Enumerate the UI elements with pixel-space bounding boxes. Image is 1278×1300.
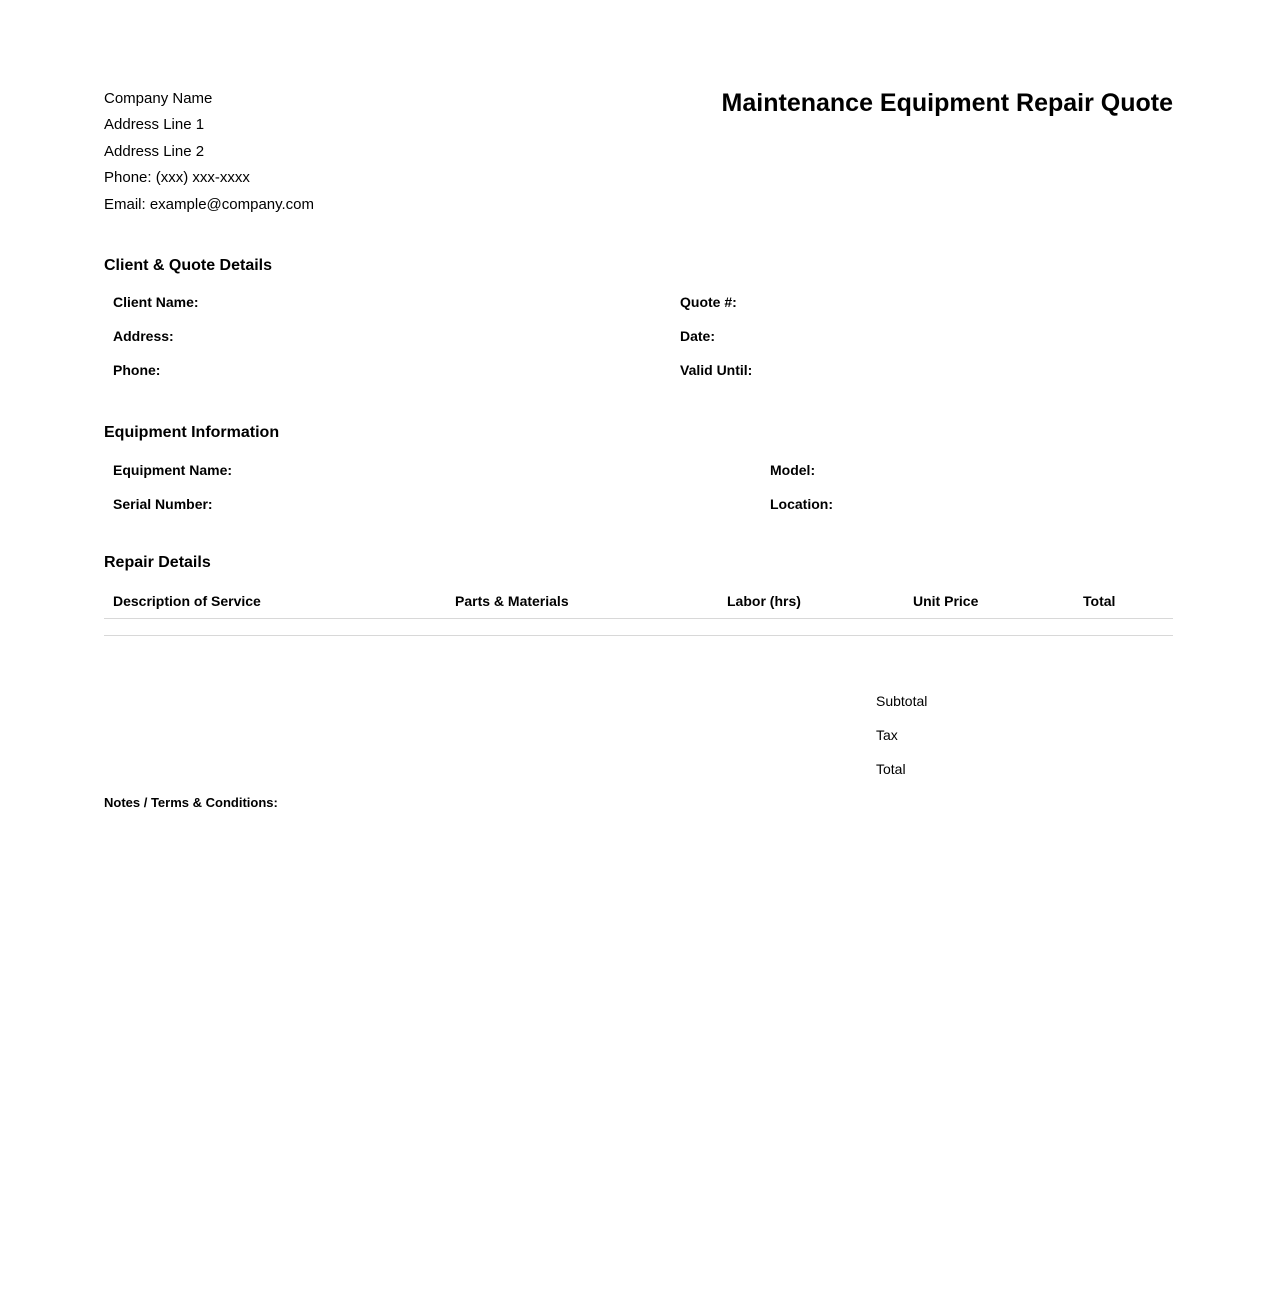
- field-label-equipment-name: Equipment Name:: [113, 462, 233, 478]
- field-row: [104, 293, 1173, 327]
- notes-label: Notes / Terms & Conditions:: [104, 795, 278, 810]
- repair-table-body: [104, 619, 1173, 636]
- client-quote-field-rows: [104, 293, 1173, 395]
- section-heading-client-quote-details: Client & Quote Details: [104, 257, 273, 274]
- cell-unit-price[interactable]: [913, 619, 1083, 636]
- field-row: [104, 461, 1173, 495]
- company-address-line-1: Address Line 1: [104, 116, 205, 134]
- company-email: Email: example@company.com: [104, 195, 315, 213]
- total-label-tax: Tax: [876, 727, 898, 743]
- repair-details-table: [104, 593, 1173, 636]
- totals-block: [104, 692, 1173, 794]
- page-title: Maintenance Equipment Repair Quote: [721, 89, 1173, 117]
- total-row-total: [876, 760, 1173, 794]
- total-row-tax: [876, 726, 1173, 760]
- section-heading-repair-details: Repair Details: [104, 554, 211, 571]
- totals-inner: [876, 692, 1173, 794]
- field-label-client-address: Address:: [113, 328, 174, 344]
- field-row: [104, 495, 1173, 529]
- column-header-description[interactable]: Description of Service: [104, 593, 455, 619]
- field-label-date: Date:: [680, 328, 716, 344]
- company-phone: Phone: (xxx) xxx-xxxx: [104, 169, 250, 187]
- company-info-block: [104, 86, 534, 218]
- company-name: Company Name: [104, 90, 213, 107]
- column-header-parts-materials[interactable]: Parts & Materials: [455, 593, 727, 619]
- column-header-labor-hours[interactable]: Labor (hrs): [727, 593, 913, 619]
- total-label-subtotal: Subtotal: [876, 693, 928, 709]
- field-label-serial-number: Serial Number:: [113, 496, 213, 512]
- column-header-unit-price[interactable]: Unit Price: [913, 593, 1083, 619]
- field-label-valid-until: Valid Until:: [680, 362, 753, 378]
- field-label-model: Model:: [770, 462, 816, 478]
- repair-table-head: [104, 593, 1173, 619]
- document-header: [104, 0, 1173, 218]
- section-repair-details: [104, 553, 1173, 636]
- column-header-total[interactable]: Total: [1083, 593, 1173, 619]
- total-label-total: Total: [876, 761, 906, 777]
- field-label-client-name: Client Name:: [113, 294, 199, 310]
- table-header-row: [104, 593, 1173, 619]
- cell-parts-materials[interactable]: [455, 619, 727, 636]
- notes-block: [104, 794, 1173, 811]
- cell-total[interactable]: [1083, 619, 1173, 636]
- table-row[interactable]: [104, 619, 1173, 636]
- field-row: [104, 361, 1173, 395]
- repair-details-table-wrap: [104, 593, 1173, 636]
- section-heading-equipment-information: Equipment Information: [104, 424, 280, 441]
- company-address-line-2: Address Line 2: [104, 142, 205, 160]
- total-row-subtotal: [876, 692, 1173, 726]
- field-label-location: Location:: [770, 496, 833, 512]
- field-label-client-phone: Phone:: [113, 362, 161, 378]
- equipment-field-rows: [104, 461, 1173, 529]
- cell-description[interactable]: [104, 619, 455, 636]
- field-label-quote-number: Quote #:: [680, 294, 737, 310]
- cell-labor-hours[interactable]: [727, 619, 913, 636]
- document-content: [104, 0, 1173, 811]
- section-client-quote-details: [104, 256, 1173, 395]
- section-equipment-information: [104, 423, 1173, 529]
- field-row: [104, 327, 1173, 361]
